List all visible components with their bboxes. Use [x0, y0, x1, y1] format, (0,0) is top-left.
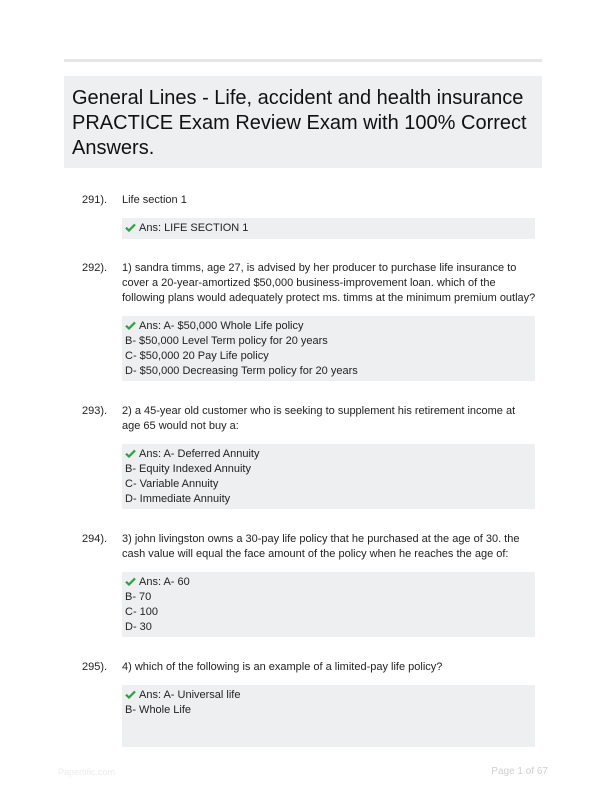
question-text: 4) which of the following is an example of a limited-pay life policy? — [122, 661, 443, 673]
answer-line — [125, 221, 532, 236]
answer-line: D- 30 — [125, 621, 152, 633]
question-number: 291). — [82, 194, 108, 206]
question-number: 292). — [82, 262, 108, 274]
check-icon — [125, 223, 136, 232]
answer-box — [122, 444, 535, 509]
answer-line: B- Equity Indexed Annuity — [125, 463, 251, 475]
check-icon — [125, 577, 136, 586]
answer-box — [122, 685, 535, 747]
question-number: 295). — [82, 661, 108, 673]
question-text: 2) a 45-year old customer who is seeking to supplement his retirement income at age 65 would not buy a: — [122, 405, 516, 432]
title-box — [64, 76, 542, 168]
answer-box — [122, 316, 535, 381]
document-title: General Lines - Life, accident and health insurance PRACTICE Exam Review Exam with 100% Correct Answers. — [72, 87, 527, 159]
check-icon — [125, 321, 136, 330]
answer-line: C- 100 — [125, 606, 159, 618]
page-indicator: Page 1 of 67 — [491, 766, 548, 777]
answer-text: Ans: A- Universal life — [139, 689, 241, 701]
question-number: 294). — [82, 533, 108, 545]
answer-box — [122, 218, 535, 239]
question-number: 293). — [82, 405, 108, 417]
answer-text: Ans: LIFE SECTION 1 — [139, 222, 249, 234]
answer-box — [122, 572, 535, 637]
top-divider — [64, 59, 542, 62]
answer-line — [125, 575, 532, 590]
question-text: Life section 1 — [122, 194, 187, 206]
footer-watermark: Papertific.com — [58, 767, 116, 777]
answer-line — [125, 447, 532, 462]
question-text: 3) john livingston owns a 30-pay life policy that he purchased at the age of 30. the cash value will equal the face amount of the policy when he reaches the age of: — [122, 533, 520, 560]
answer-line: D- $50,000 Decreasing Term policy for 20 years — [125, 365, 358, 377]
answer-text: Ans: A- Deferred Annuity — [139, 448, 260, 460]
answer-line: B- 70 — [125, 591, 152, 603]
answer-line: D- Immediate Annuity — [125, 493, 231, 505]
answer-line — [125, 688, 532, 703]
check-icon — [125, 449, 136, 458]
question-text: 1) sandra timms, age 27, is advised by her producer to purchase life insurance to cover a 20-year-amortized $50,000 business-improvement loan. which of the following plans would adequately protect ms. timms at the minimum premium outlay? — [122, 262, 536, 304]
answer-text: Ans: A- $50,000 Whole Life policy — [139, 320, 304, 332]
answer-text: Ans: A- 60 — [139, 576, 190, 588]
answer-line: B- Whole Life — [125, 704, 192, 716]
answer-line — [125, 319, 532, 334]
answer-line: C- $50,000 20 Pay Life policy — [125, 350, 269, 362]
answer-line: B- $50,000 Level Term policy for 20 years — [125, 335, 328, 347]
check-icon — [125, 690, 136, 699]
answer-line: C- Variable Annuity — [125, 478, 219, 490]
